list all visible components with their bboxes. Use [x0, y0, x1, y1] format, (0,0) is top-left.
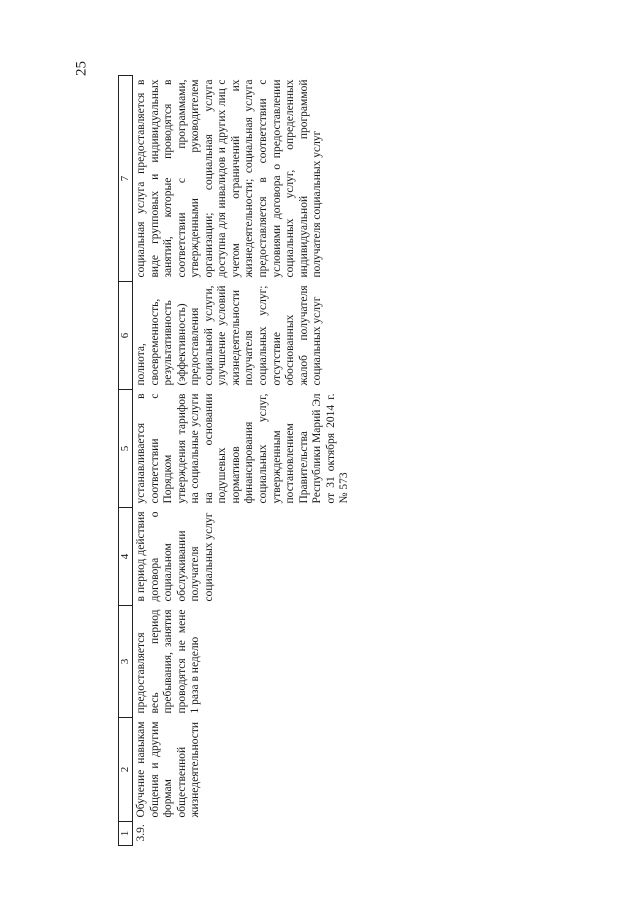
price-cell: устанавливается в соответствии с Порядком утверждения тарифов на социальные услуги на основании подушевых нормативов финансирования социальных услуг, утвержденным постановлением Правительства Республики Марий Эл от 31 октября 2014 г. № 573: [134, 393, 351, 504]
column-number: 1: [119, 822, 133, 846]
row-number: 3.9.: [134, 824, 147, 842]
column-number-row: [119, 76, 133, 846]
column-number: 3: [119, 606, 133, 718]
service-name-cell: Обучение навыкам общения и другим формам общественной жизнедеятельности: [134, 721, 202, 818]
quality-indicators-cell: полнота, своевременность, результативность (эффективность) предоставления социальной услуги, улучшение условий жизнедеятельности получателя социальных услуг; отсутствие обоснованных жалоб получателя социальных услуг: [134, 285, 324, 386]
column-number: 4: [119, 508, 133, 606]
table-row: [132, 76, 354, 846]
page-number: 25: [73, 61, 90, 76]
column-number: 6: [119, 282, 133, 390]
column-number: 2: [119, 718, 133, 822]
conditions-cell: социальная услуга предоставляется в виде групповых и индивидуальных занятий, которые проводятся в соответствии с программами, утвержденными руководителем организации; социальная услуга доступна для инвалидов и других лиц с учетом ограничений их жизнедеятельности; социальная услуга предоставляется в соответствии с условиями договора о предоставлении социальных услуг, определенных индивидуальной программой получателя социальных услуг: [134, 79, 324, 278]
delivery-terms-cell: предоставляется весь период пребывания, занятия проводятся не мене 1 раза в неделю: [134, 609, 202, 714]
services-table-rotated: [118, 76, 528, 846]
services-table: [118, 75, 354, 846]
column-number: 7: [119, 76, 133, 282]
column-number: 5: [119, 390, 133, 508]
period-cell: в период действия договора о социальном обслуживании получателя социальных услуг: [134, 511, 215, 602]
